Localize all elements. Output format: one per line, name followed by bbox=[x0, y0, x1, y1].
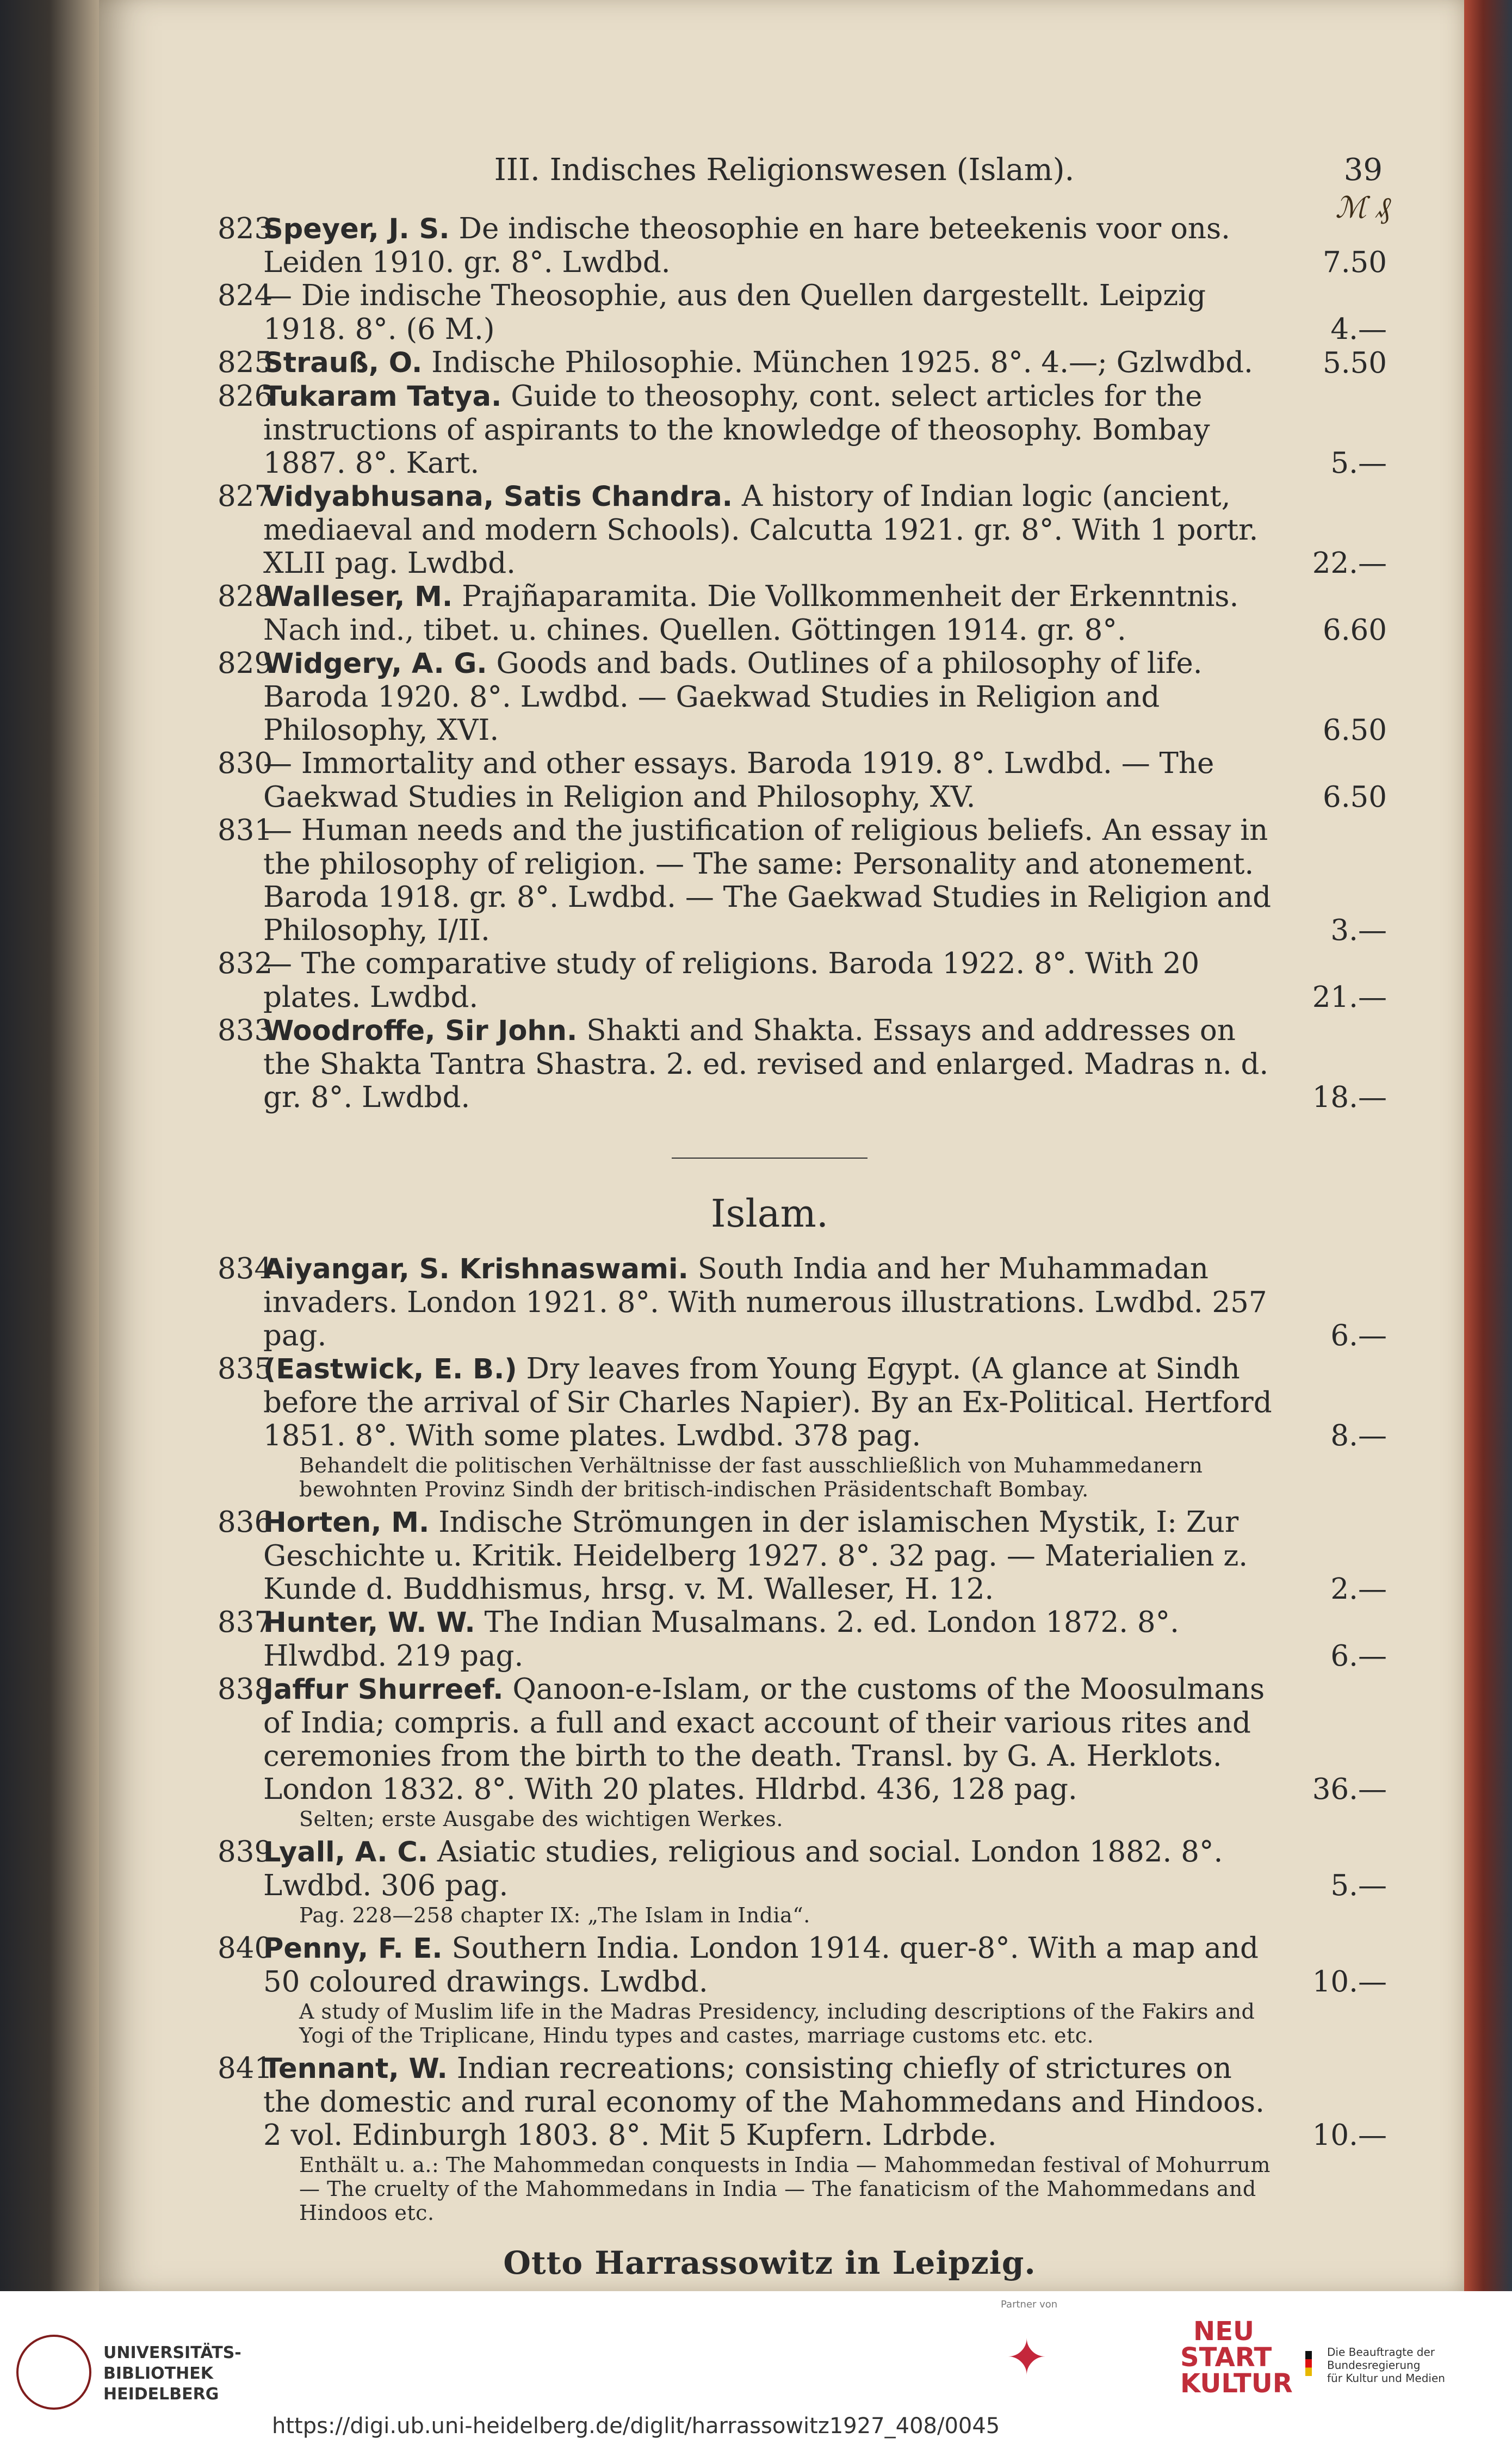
entry-description: Qanoon-e-Islam, or the customs of the Moosulmans of India; compris. a full and exact account of their various rites and ceremonies from the birth to the death. Transl. by G. A. Herklots. London 1832. 8°. With 20 plates. Hldrbd. 436, 128 pag. bbox=[263, 1673, 1265, 1806]
entry-line bbox=[218, 346, 1387, 380]
entry-note: A study of Muslim life in the Madras Presidency, including descriptions of the Fakirs and Yogi of the Triplicane, Hindu types and castes, marriage customs etc. etc. bbox=[299, 2000, 1255, 2047]
entry-description: Goods and bads. Outlines of a philosophy of life. Baroda 1920. 8°. Lwdbd. — Gaekwad Studies in Religion and Philosophy, XVI. bbox=[263, 647, 1203, 747]
entry-line bbox=[218, 1252, 1387, 1352]
entry-price: 8.— bbox=[1330, 1419, 1387, 1452]
section-divider bbox=[672, 1158, 867, 1159]
entry-description: — Human needs and the justification of religious beliefs. An essay in the philosophy of religion. — The same: Personality and atonement. Baroda 1918. gr. 8°. Lwdbd. — The Gaekwad Studies in Religion and Philosophy, I/II. bbox=[263, 814, 1272, 947]
entry-price: 2.— bbox=[1330, 1573, 1387, 1606]
entry-note: Selten; erste Ausgabe des wichtigen Werkes. bbox=[299, 1807, 783, 1831]
entry-description: Asiatic studies, religious and social. London 1882. 8°. Lwdbd. 306 pag. bbox=[263, 1835, 1223, 1902]
entry-number: 831 bbox=[218, 814, 273, 847]
entry-price: 5.— bbox=[1330, 1869, 1387, 1902]
catalog-entry bbox=[218, 2052, 1387, 2229]
entry-price: 4.— bbox=[1330, 313, 1387, 346]
entry-number: 825 bbox=[218, 346, 273, 379]
entry-author: Hunter, W. W. bbox=[263, 1607, 475, 1639]
entry-description: Guide to theosophy, cont. select articles for the instructions of aspirants to the knowledge of theosophy. Bombay 1887. 8°. Kart. bbox=[263, 380, 1210, 480]
entry-description: Indische Philosophie. München 1925. 8°. 4.—; Gzlwdbd. bbox=[422, 346, 1253, 379]
entry-price: 6.50 bbox=[1322, 781, 1387, 814]
entry-description: Indian recreations; consisting chiefly of strictures on the domestic and rural economy of the Mahommedans and Hindoos. 2 vol. Edinburgh 1803. 8°. Mit 5 Kupfern. Ldrbde. bbox=[263, 2052, 1265, 2152]
entry-description: — The comparative study of religions. Baroda 1922. 8°. With 20 plates. Lwdbd. bbox=[263, 947, 1200, 1014]
catalog-entry bbox=[218, 1506, 1387, 1606]
entry-line bbox=[218, 947, 1387, 1014]
entry-author: Speyer, J. S. bbox=[263, 213, 450, 245]
entry-description: Shakti and Shakta. Essays and addresses on the Shakta Tantra Shastra. 2. ed. revised and enlarged. Madras n. d. gr. 8°. Lwdbd. bbox=[263, 1014, 1269, 1114]
entry-line bbox=[218, 380, 1387, 480]
entry-number: 826 bbox=[218, 380, 273, 413]
partner-logo-icon: ✦ bbox=[1006, 2329, 1048, 2386]
entry-line bbox=[218, 747, 1387, 814]
entry-number: 827 bbox=[218, 480, 273, 513]
entry-price: 21.— bbox=[1312, 981, 1387, 1014]
running-title: III. Indisches Religionswesen (Islam). bbox=[494, 152, 1075, 188]
catalog-page bbox=[99, 0, 1464, 2291]
catalog-entry bbox=[218, 1606, 1387, 1673]
catalog-entry bbox=[218, 1835, 1387, 1932]
entry-price: 6.— bbox=[1330, 1319, 1387, 1352]
entry-description: Indische Strömungen in der islamischen Mystik, I: Zur Geschichte u. Kritik. Heidelberg 1927. 8°. 32 pag. — Materialien z. Kunde d. Buddhismus, hrsg. v. M. Walleser, H. 12. bbox=[263, 1506, 1248, 1606]
entry-author: Widgery, A. G. bbox=[263, 648, 487, 680]
catalog-entry bbox=[218, 1252, 1387, 1352]
entry-price: 5.— bbox=[1330, 447, 1387, 480]
entry-number: 838 bbox=[218, 1673, 273, 1706]
entry-price: 6.60 bbox=[1322, 614, 1387, 647]
entry-author: Lyall, A. C. bbox=[263, 1836, 429, 1868]
entry-number: 829 bbox=[218, 647, 273, 680]
entry-author: Penny, F. E. bbox=[263, 1933, 443, 1965]
bund-logo-text: Die Beauftragte der Bundesregierung für Kultur und Medien bbox=[1327, 2346, 1445, 2385]
entry-description: South India and her Muhammadan invaders. London 1921. 8°. With numerous illustrations. Lwdbd. 257 pag. bbox=[263, 1252, 1267, 1352]
handwritten-currency-mark: ℳ ₰ bbox=[1335, 190, 1391, 225]
entry-line bbox=[218, 1835, 1387, 1902]
entry-list bbox=[218, 212, 1387, 2281]
entry-number: 839 bbox=[218, 1835, 273, 1868]
entry-price: 6.50 bbox=[1322, 714, 1387, 747]
page-edge bbox=[1464, 0, 1512, 2291]
catalog-entry bbox=[218, 212, 1387, 279]
entry-author: Tennant, W. bbox=[263, 2053, 448, 2085]
entry-line bbox=[218, 480, 1387, 580]
publisher-imprint: Otto Harrassowitz in Leipzig. bbox=[503, 2244, 1036, 2281]
catalog-entry bbox=[218, 380, 1387, 480]
entry-number: 833 bbox=[218, 1014, 273, 1047]
entry-number: 835 bbox=[218, 1352, 273, 1385]
catalog-entry bbox=[218, 1673, 1387, 1835]
catalog-entry bbox=[218, 279, 1387, 346]
neustart-kultur-logo: NEU START KULTUR bbox=[1180, 2316, 1293, 2399]
catalog-entry bbox=[218, 814, 1387, 947]
entry-price: 10.— bbox=[1312, 2119, 1387, 2152]
entry-author: Horten, M. bbox=[263, 1507, 430, 1539]
entry-description: — Die indische Theosophie, aus den Quellen dargestellt. Leipzig 1918. 8°. (6 M.) bbox=[263, 279, 1206, 346]
running-header bbox=[99, 152, 1464, 190]
entry-line bbox=[218, 1014, 1387, 1114]
entry-description: Southern India. London 1914. quer-8°. With a map and 50 coloured drawings. Lwdbd. bbox=[263, 1932, 1259, 1998]
entry-line bbox=[218, 1352, 1387, 1452]
entry-author: Jaffur Shurreef. bbox=[263, 1674, 504, 1706]
catalog-entry bbox=[218, 1932, 1387, 2052]
entry-line bbox=[218, 580, 1387, 647]
entry-number: 828 bbox=[218, 580, 273, 613]
entry-description: Prajñaparamita. Die Vollkommenheit der Erkenntnis. Nach ind., tibet. u. chines. Quellen. Göttingen 1914. gr. 8°. bbox=[263, 580, 1239, 647]
permalink-url[interactable]: https://digi.ub.uni-heidelberg.de/diglit/harrassowitz1927_408/0045 bbox=[272, 2414, 1000, 2439]
entry-price: 22.— bbox=[1312, 547, 1387, 580]
entry-description: The Indian Musalmans. 2. ed. London 1872. 8°. Hlwdbd. 219 pag. bbox=[263, 1606, 1179, 1673]
entry-author: Woodroffe, Sir John. bbox=[263, 1015, 578, 1047]
entry-group-islam bbox=[218, 1252, 1387, 2229]
catalog-entry bbox=[218, 346, 1387, 380]
entry-line bbox=[218, 1606, 1387, 1673]
library-name: UNIVERSITÄTS- BIBLIOTHEK HEIDELBERG bbox=[103, 2343, 241, 2404]
entry-description: De indische theosophie en hare beteekenis voor ons. Leiden 1910. gr. 8°. Lwdbd. bbox=[263, 212, 1231, 279]
catalog-entry bbox=[218, 480, 1387, 580]
entry-author: (Eastwick, E. B.) bbox=[263, 1353, 517, 1385]
federal-flag-icon bbox=[1305, 2351, 1312, 2376]
entry-description: — Immortality and other essays. Baroda 1919. 8°. Lwdbd. — The Gaekwad Studies in Religion and Philosophy, XV. bbox=[263, 747, 1214, 814]
entry-number: 832 bbox=[218, 947, 273, 980]
entry-number: 836 bbox=[218, 1506, 273, 1539]
entry-line bbox=[218, 814, 1387, 947]
entry-author: Aiyangar, S. Krishnaswami. bbox=[263, 1253, 689, 1285]
entry-author: Vidyabhusana, Satis Chandra. bbox=[263, 481, 733, 513]
entry-note: Behandelt die politischen Verhältnisse der fast ausschließlich von Muhammedanern bewohnten Provinz Sindh der britisch-indischen Präsidentschaft Bombay. bbox=[299, 1453, 1203, 1501]
viewer-footer bbox=[0, 2291, 1512, 2444]
partner-label: Partner von bbox=[1001, 2299, 1058, 2310]
entry-author: Walleser, M. bbox=[263, 581, 453, 613]
entry-line bbox=[218, 1506, 1387, 1606]
entry-price: 6.— bbox=[1330, 1639, 1387, 1673]
entry-line bbox=[218, 2052, 1387, 2152]
entry-author: Strauß, O. bbox=[263, 347, 423, 379]
entry-line bbox=[218, 1673, 1387, 1806]
catalog-entry bbox=[218, 580, 1387, 647]
entry-number: 841 bbox=[218, 2052, 273, 2085]
entry-group-religion bbox=[218, 212, 1387, 1114]
library-seal-icon bbox=[16, 2335, 91, 2410]
entry-number: 824 bbox=[218, 279, 273, 312]
catalog-entry bbox=[218, 747, 1387, 814]
entry-author: Tukaram Tatya. bbox=[263, 381, 502, 413]
entry-description: Dry leaves from Young Egypt. (A glance at Sindh before the arrival of Sir Charles Napier). By an Ex-Political. Hertford 1851. 8°. With some plates. Lwdbd. 378 pag. bbox=[263, 1352, 1272, 1452]
entry-number: 840 bbox=[218, 1932, 273, 1965]
entry-price: 36.— bbox=[1312, 1773, 1387, 1806]
entry-description: A history of Indian logic (ancient, mediaeval and modern Schools). Calcutta 1921. gr. 8°. With 1 portr. XLII pag. Lwdbd. bbox=[263, 480, 1259, 580]
entry-number: 830 bbox=[218, 747, 273, 780]
catalog-entry bbox=[218, 647, 1387, 747]
entry-price: 3.— bbox=[1330, 914, 1387, 947]
entry-note: Pag. 228—258 chapter IX: „The Islam in India“. bbox=[299, 1903, 810, 1927]
catalog-entry bbox=[218, 947, 1387, 1014]
entry-line bbox=[218, 647, 1387, 747]
entry-line bbox=[218, 279, 1387, 346]
entry-price: 7.50 bbox=[1322, 246, 1387, 279]
entry-price: 5.50 bbox=[1322, 347, 1387, 380]
entry-number: 837 bbox=[218, 1606, 273, 1639]
entry-note: Enthält u. a.: The Mahommedan conquests in India — Mahommedan festival of Mohurrum — The cruelty of the Mahommedans in India — The fanaticism of the Mahommedans and Hindoos etc. bbox=[299, 2153, 1271, 2225]
catalog-entry bbox=[218, 1352, 1387, 1506]
entry-price: 10.— bbox=[1312, 1965, 1387, 1998]
section-title: Islam. bbox=[710, 1191, 829, 1236]
entry-line bbox=[218, 212, 1387, 279]
catalog-entry bbox=[218, 1014, 1387, 1114]
entry-number: 823 bbox=[218, 212, 273, 245]
entry-line bbox=[218, 1932, 1387, 1998]
entry-number: 834 bbox=[218, 1252, 273, 1285]
page-number: 39 bbox=[1343, 152, 1383, 188]
entry-price: 18.— bbox=[1312, 1081, 1387, 1114]
